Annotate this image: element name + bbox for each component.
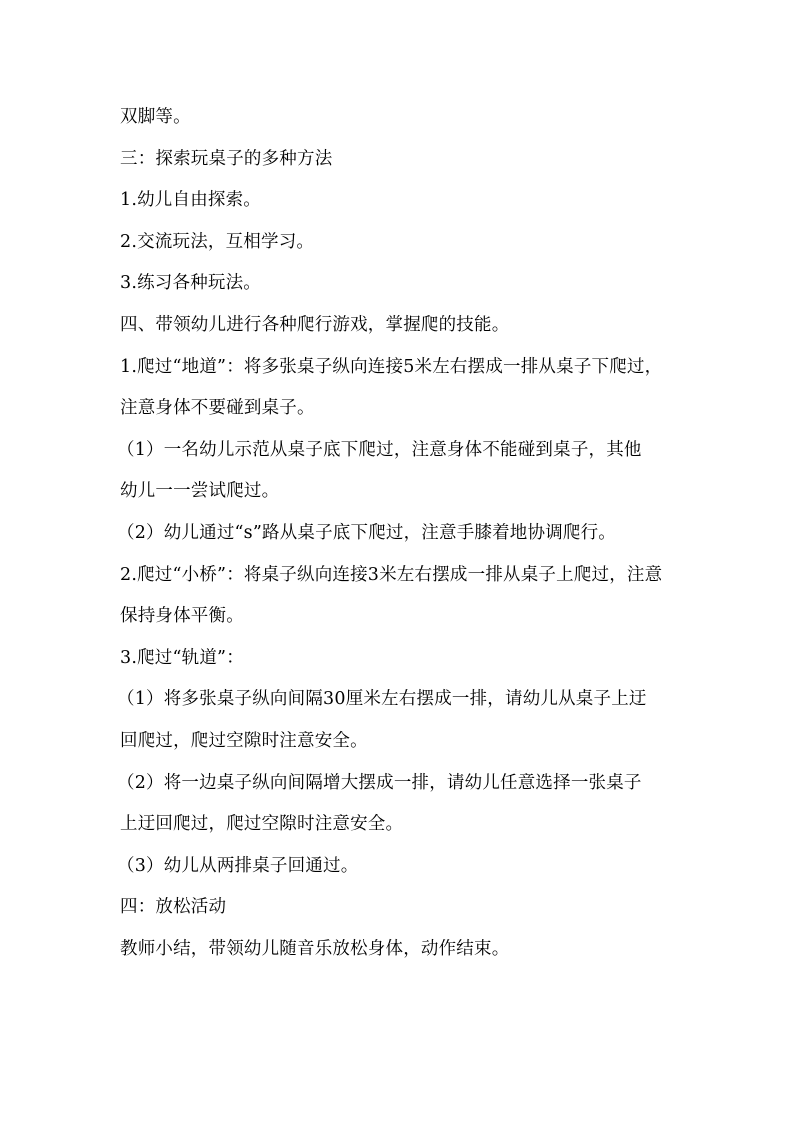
- text-line: 注意身体不要碰到桌子。: [120, 398, 315, 419]
- text-line: 1.幼儿自由探索。: [120, 190, 261, 211]
- text-line: 回爬过，爬过空隙时注意安全。: [120, 730, 368, 751]
- section-heading: 三：探索玩桌子的多种方法: [120, 148, 333, 169]
- text-line: 2.爬过“小桥”：将桌子纵向连接3米左右摆成一排从桌子上爬过，注意: [120, 564, 663, 585]
- text-line: （1）将多张桌子纵向间隔30厘米左右摆成一排，请幼儿从桌子上迂: [117, 689, 647, 710]
- section-heading: 四、带领幼儿进行各种爬行游戏，掌握爬的技能。: [120, 314, 510, 335]
- text-line: 3.练习各种玩法。: [120, 273, 261, 294]
- text-line: （3）幼儿从两排桌子回通过。: [117, 855, 359, 876]
- text-line: 上迂回爬过，爬过空隙时注意安全。: [120, 814, 404, 835]
- document-page: [117, 97, 680, 970]
- text-line: 教师小结，带领幼儿随音乐放松身体，动作结束。: [120, 938, 510, 959]
- text-line: （2）将一边桌子纵向间隔增大摆成一排，请幼儿任意选择一张桌子: [117, 772, 642, 793]
- text-line: 3.爬过“轨道”：: [120, 647, 244, 668]
- text-line: （2）幼儿通过“s”路从桌子底下爬过，注意手膝着地协调爬行。: [117, 522, 617, 543]
- text-line: （1）一名幼儿示范从桌子底下爬过，注意身体不能碰到桌子，其他: [117, 439, 642, 460]
- text-line: 幼儿一一尝试爬过。: [120, 481, 280, 502]
- text-line: 双脚等。: [120, 107, 191, 127]
- text-line: 保持身体平衡。: [120, 606, 244, 627]
- section-heading: 四：放松活动: [120, 897, 227, 918]
- text-line: 2.交流玩法，互相学习。: [120, 231, 315, 252]
- text-line: 1.爬过“地道”：将多张桌子纵向连接5米左右摆成一排从桌子下爬过，: [120, 356, 663, 377]
